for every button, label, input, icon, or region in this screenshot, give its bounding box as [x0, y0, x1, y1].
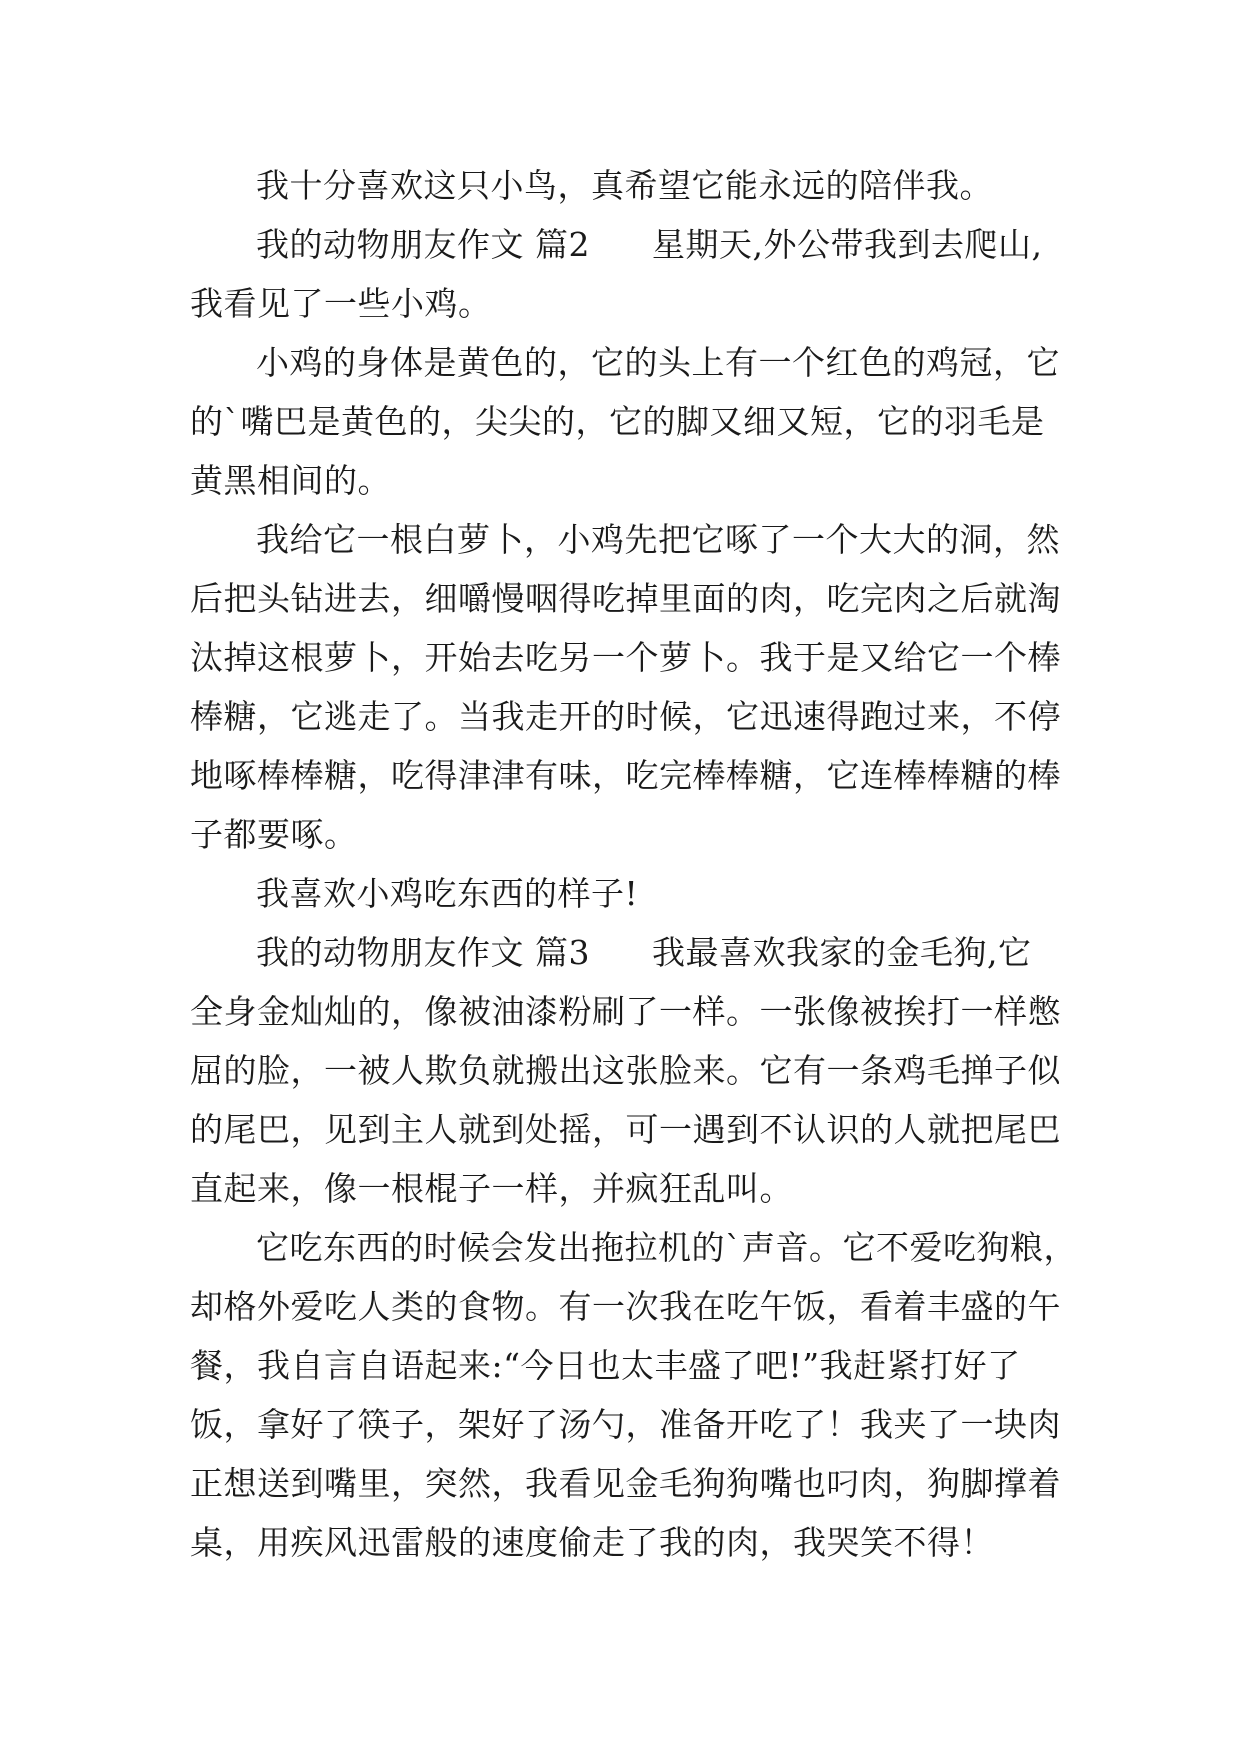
text-line: 汰掉这根萝卜，开始去吃另一个萝卜。我于是又给它一个棒 [190, 638, 1061, 677]
text-line: 棒糖，它逃走了。当我走开的时候，它迅速得跑过来，不停 [190, 697, 1061, 736]
text-line: 我喜欢小鸡吃东西的样子! [256, 874, 639, 913]
text-line: 的尾巴，见到主人就到处摇，可一遇到不认识的人就把尾巴 [190, 1110, 1061, 1149]
text-line: 子都要啄。 [190, 815, 358, 854]
text-line: 它吃东西的时候会发出拖拉机的`声音。它不爱吃狗粮， [256, 1228, 1077, 1267]
text-line: 我十分喜欢这只小鸟，真希望它能永远的陪伴我。 [256, 166, 993, 205]
text-line-fragment: 我最喜欢我家的金毛狗,它 [652, 933, 1032, 972]
text-line: 黄黑相间的。 [190, 461, 391, 500]
text-line: 屈的脸，一被人欺负就搬出这张脸来。它有一条鸡毛掸子似 [190, 1051, 1061, 1090]
text-line: 全身金灿灿的，像被油漆粉刷了一样。一张像被挨打一样憋 [190, 992, 1061, 1031]
essay-body [190, 156, 1077, 1572]
text-line: 饭，拿好了筷子，架好了汤勺，准备开吃了！我夹了一块肉 [190, 1405, 1061, 1444]
section-heading-line [190, 923, 1052, 982]
text-line: 后把头钻进去，细嚼慢咽得吃掉里面的肉，吃完肉之后就淘 [190, 579, 1061, 618]
text-line: 直起来，像一根棍子一样，并疯狂乱叫。 [190, 1169, 793, 1208]
text-line: 我看见了一些小鸡。 [190, 284, 492, 323]
text-line: 地啄棒棒糖，吃得津津有味，吃完棒棒糖，它连棒棒糖的棒 [190, 756, 1061, 795]
text-line-fragment: 星期天,外公带我到去爬山, [652, 225, 1043, 264]
text-line: 的`嘴巴是黄色的，尖尖的，它的脚又细又短，它的羽毛是 [190, 402, 1045, 441]
text-line: 却格外爱吃人类的食物。有一次我在吃午饭，看着丰盛的午 [190, 1287, 1061, 1326]
text-line: 正想送到嘴里，突然，我看见金毛狗狗嘴也叼肉，狗脚撑着 [190, 1464, 1061, 1503]
section-heading: 我的动物朋友作文 篇3 [256, 933, 590, 972]
text-line: 餐，我自言自语起来:“今日也太丰盛了吧!”我赶紧打好了 [190, 1346, 1021, 1385]
text-line: 桌，用疾风迅雷般的速度偷走了我的肉，我哭笑不得！ [190, 1523, 994, 1562]
section-heading: 我的动物朋友作文 篇2 [256, 225, 590, 264]
text-line: 小鸡的身体是黄色的，它的头上有一个红色的鸡冠，它 [256, 343, 1060, 382]
section-heading-line [190, 215, 1052, 274]
text-line: 我给它一根白萝卜，小鸡先把它啄了一个大大的洞，然 [256, 520, 1060, 559]
